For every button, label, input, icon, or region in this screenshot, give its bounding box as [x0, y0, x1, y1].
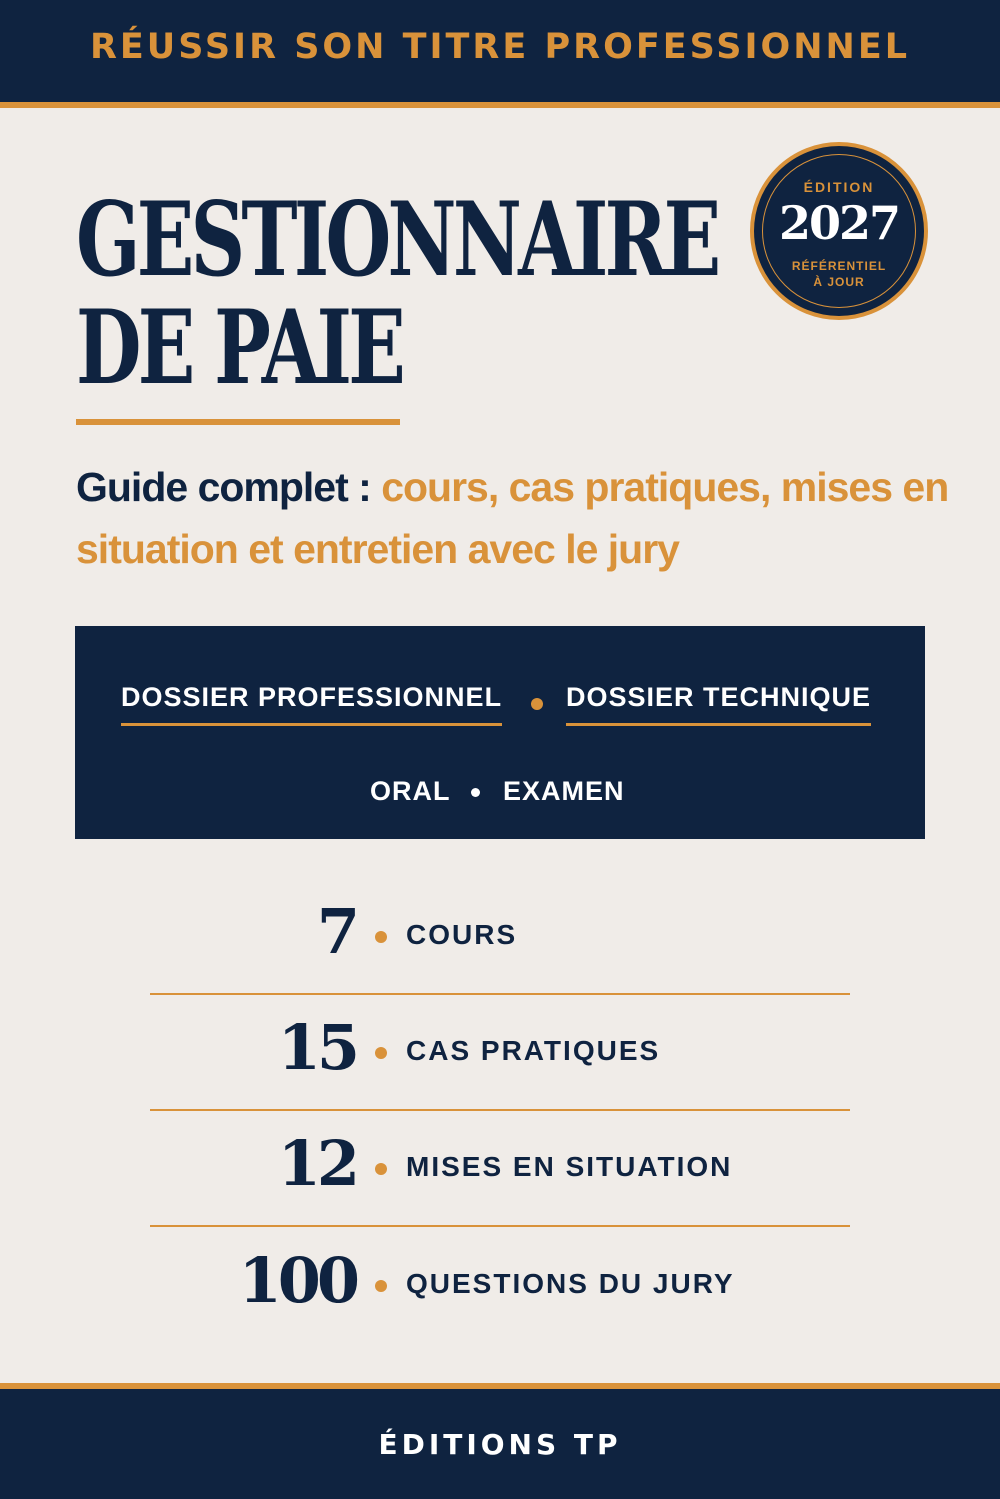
stat-label: COURS: [406, 919, 518, 950]
separator-dot-icon: [531, 698, 543, 710]
separator-dot-icon: [471, 788, 480, 797]
edition-badge: [750, 142, 928, 320]
header-divider: [0, 102, 1000, 108]
publisher-name: ÉDITIONS TP: [378, 1427, 622, 1461]
title-underline: [76, 419, 400, 425]
panel-item-dossier-professionnel: DOSSIER PROFESSIONNEL: [121, 682, 502, 726]
footer-band: [0, 1389, 1000, 1499]
header-band: [0, 0, 1000, 102]
series-label: RÉUSSIR SON TITRE PROFESSIONNEL: [89, 27, 911, 67]
panel-item-examen: EXAMEN: [503, 776, 625, 806]
bullet-dot-icon: [375, 931, 387, 943]
stat-number: 12: [277, 1127, 356, 1200]
stat-label: QUESTIONS DU JURY: [406, 1268, 735, 1299]
stat-label: CAS PRATIQUES: [406, 1035, 661, 1066]
stat-number: 100: [238, 1244, 356, 1317]
badge-note-line-2: À JOUR: [813, 275, 865, 289]
stat-divider: [150, 993, 850, 995]
stat-number: 15: [277, 1011, 356, 1084]
badge-note: [754, 258, 924, 290]
stat-divider: [150, 1225, 850, 1227]
bullet-dot-icon: [375, 1280, 387, 1292]
bullet-dot-icon: [375, 1163, 387, 1175]
subtitle-accent: cours, cas pratiques, mises en situation et entretien avec le jury: [76, 464, 949, 572]
stat-row: [150, 1244, 850, 1360]
book-title-line-1: GESTIONNAIRE: [76, 180, 718, 300]
panel-item-oral: ORAL: [370, 776, 451, 806]
book-title-line-2: DE PAIE: [76, 288, 403, 408]
badge-note-line-1: RÉFÉRENTIEL: [791, 259, 887, 273]
badge-edition-label: ÉDITION: [803, 179, 875, 195]
badge-year: 2027: [778, 196, 900, 250]
bullet-dot-icon: [375, 1047, 387, 1059]
stat-divider: [150, 1109, 850, 1111]
panel-item-dossier-technique: DOSSIER TECHNIQUE: [566, 682, 871, 726]
book-title: [76, 180, 718, 408]
subtitle-lead: Guide complet :: [76, 464, 382, 510]
stat-number: 7: [316, 895, 356, 968]
contents-panel: [75, 626, 925, 839]
subtitle: [76, 456, 956, 580]
stat-label: MISES EN SITUATION: [406, 1151, 733, 1182]
